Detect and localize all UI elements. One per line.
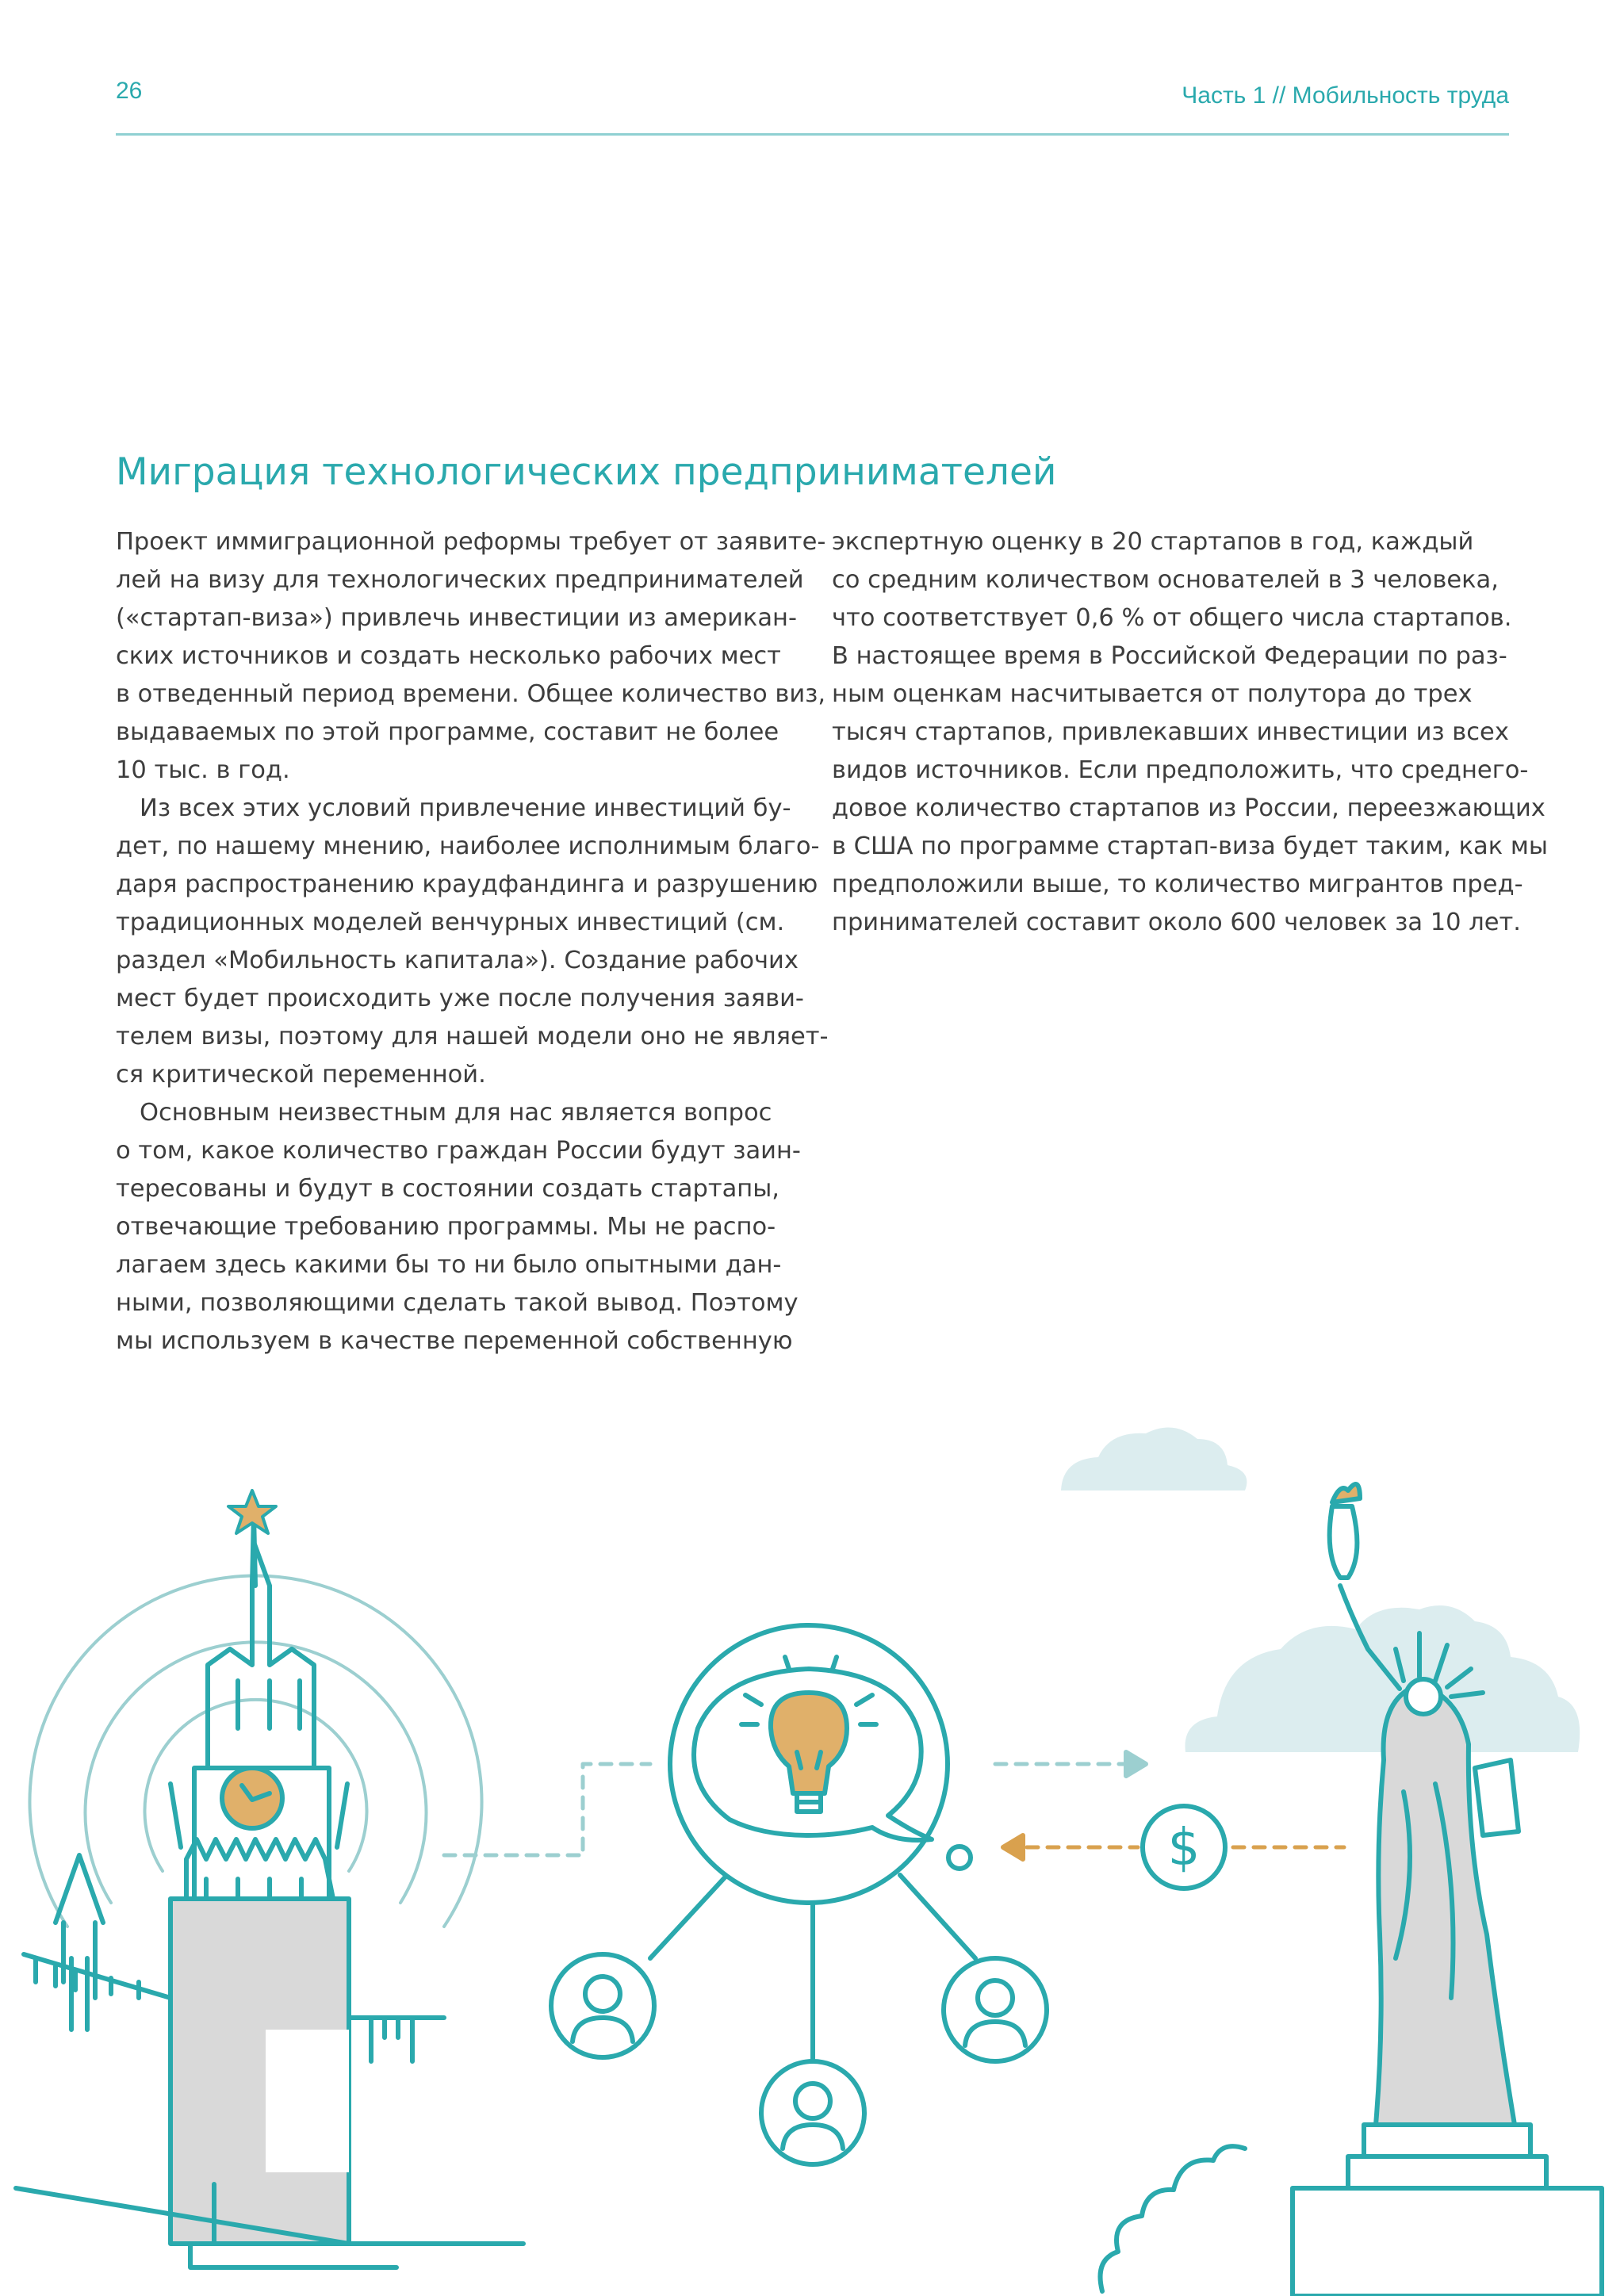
- text-line: в США по программе стартап-виза будет таким, как мы: [832, 832, 1548, 860]
- text-line: ными, позволяющими сделать такой вывод. Поэтому: [116, 1289, 799, 1317]
- section-heading: Миграция технологических предпринимателей: [116, 450, 1057, 494]
- text-line: экспертную оценку в 20 стартапов в год, каждый: [832, 528, 1474, 556]
- statue-of-liberty-icon: [1293, 1484, 1602, 2296]
- text-line: тысяч стартапов, привлекавших инвестиции из всех: [832, 718, 1509, 746]
- text-line: Проект иммиграционной реформы требует от заявите-: [116, 528, 826, 556]
- body-column-left: [116, 523, 829, 1360]
- text-line: о том, какое количество граждан России будут заин-: [116, 1137, 801, 1165]
- dollar-coin-icon: [1143, 1806, 1225, 1888]
- text-line: отвечающие требованию программы. Мы не распо-: [116, 1213, 776, 1241]
- person-icon: [761, 2061, 864, 2164]
- header-rule: [116, 133, 1509, 136]
- text-line: предположили выше, то количество мигрантов пред-: [832, 871, 1523, 898]
- text-line: что соответствует 0,6 % от общего числа стартапов.: [832, 604, 1512, 632]
- text-line: В настоящее время в Российской Федерации по раз-: [832, 642, 1507, 670]
- body-column-right: [832, 523, 1548, 942]
- text-line: со средним количеством основателей в 3 человека,: [832, 566, 1499, 594]
- text-line: раздел «Мобильность капитала»). Создание рабочих: [116, 947, 799, 974]
- person-icon: [551, 1954, 654, 2057]
- cloud-icon: [1101, 2146, 1246, 2291]
- svg-text:$: $: [1167, 1819, 1201, 1877]
- text-line: принимателей составит около 600 человек за 10 лет.: [832, 909, 1521, 936]
- kremlin-tower-icon: [170, 1514, 444, 2244]
- text-line: даря распространению краудфандинга и разрушению: [116, 871, 818, 898]
- text-line: дет, по нашему мнению, наиболее исполнимым благо-: [116, 832, 820, 860]
- text-line: ся критической переменной.: [116, 1061, 486, 1089]
- text-line: тересованы и будут в состоянии создать стартапы,: [116, 1175, 779, 1203]
- text-line: лей на визу для технологических предпринимателей: [116, 566, 804, 594]
- lightbulb-idea-icon: [741, 1657, 876, 1812]
- text-line: Из всех этих условий привлечение инвестиций бу-: [140, 794, 791, 822]
- text-line: телем визы, поэтому для нашей модели оно не являет-: [116, 1023, 829, 1050]
- text-line: Основным неизвестным для нас является вопрос: [140, 1099, 772, 1127]
- migration-illustration: [0, 1419, 1624, 2296]
- arrow-left-icon: [1003, 1835, 1023, 1859]
- text-line: 10 тыс. в год.: [116, 756, 290, 784]
- text-line: мы используем в качестве переменной собственную: [116, 1327, 793, 1355]
- page-number: 26: [116, 78, 143, 104]
- text-line: традиционных моделей венчурных инвестиций (см.: [116, 909, 785, 936]
- text-line: в отведенный период времени. Общее количество виз,: [116, 680, 826, 708]
- text-line: мест будет происходить уже после получения заяви-: [116, 985, 804, 1012]
- text-line: лагаем здесь какими бы то ни было опытными дан-: [116, 1251, 782, 1279]
- person-icon: [944, 1958, 1047, 2061]
- text-line: ным оценкам насчитывается от полутора до трех: [832, 680, 1473, 708]
- cloud-icon: [1061, 1427, 1247, 1490]
- text-line: («стартап-виза») привлечь инвестиции из американ-: [116, 604, 797, 632]
- connector-dashed: [444, 1764, 650, 1855]
- text-line: видов источников. Если предположить, что среднего-: [832, 756, 1529, 784]
- text-line: ских источников и создать несколько рабочих мест: [116, 642, 781, 670]
- network-lines: [650, 1875, 975, 2061]
- running-head: Часть 1 // Мобильность труда: [1182, 82, 1509, 109]
- arrow-right-icon: [1126, 1752, 1146, 1776]
- text-line: довое количество стартапов из России, переезжающих: [832, 794, 1545, 822]
- text-line: выдаваемых по этой программе, составит не более: [116, 718, 779, 746]
